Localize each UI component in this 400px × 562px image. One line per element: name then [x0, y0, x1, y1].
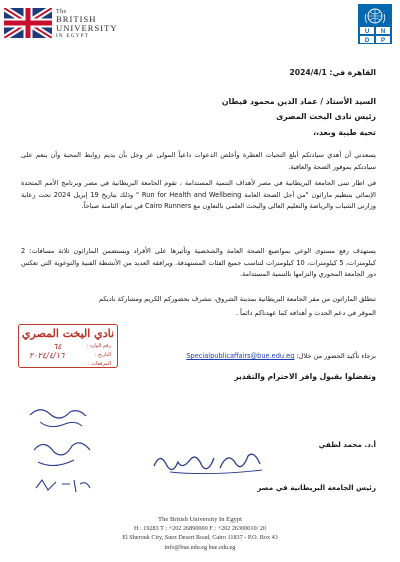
paragraph-2-partner: Cairo Runners	[144, 202, 192, 210]
bue-logo-university: UNIVERSITY	[56, 23, 118, 34]
recipient-name: السيد الأستاذ / عماد الدين محمود قيطان	[221, 97, 376, 106]
svg-text:N: N	[380, 29, 386, 35]
rsvp-email-link[interactable]: Specialpublicaffairs@bue.edu.eg	[186, 352, 295, 360]
svg-text:D: D	[364, 38, 370, 44]
paragraph-3: يستهدف رفع مستوى الوعي بمواضيع الصحة العامة والشخصية وتأثيرها على الأفراد ويستضمن الماراثون ثلاثة مسافات: 2 كيلومترات، 5 كيلومترات، 10 كيلومترات لتناسب جميع الفئات المستهدفة. ويرافقه العديد من الأنشطة الفنية والتوعوية التي تعكس دور الجامعة المحوري والتزامها بالتنمية المستدامة.	[21, 247, 376, 278]
footer-address: El Sherouk City, Suez Desert Road, Cairo 11837 - P.O. Box 43	[122, 534, 278, 542]
bue-union-flag-logo	[4, 8, 52, 38]
letter-footer	[0, 515, 400, 552]
letter-date: القاهرة في: 2024/4/1	[289, 68, 376, 77]
stamp-incoming-number-value: ٦٤	[53, 342, 62, 351]
stamp-attachments-label: المرفقات :	[88, 361, 111, 367]
rsvp-prefix: برجاء تأكيد الحضور من خلال:	[296, 352, 376, 360]
closing-line: وتفضلوا بقبول وافر الاحترام والتقدير	[234, 372, 376, 381]
footer-university-name: The British University In Egypt	[158, 516, 242, 523]
stamp-incoming-number-label: رقم الوارد :	[86, 343, 111, 349]
footer-phones: H : 19283 T : +202 26890000 F : +202 26300010/ 20	[133, 525, 267, 533]
stamp-date-value: ٢٠٢٤/٤/١٦	[29, 351, 65, 360]
svg-text:P: P	[380, 38, 386, 44]
stamp-title: نادي اليخت المصري	[21, 327, 115, 340]
bue-logo-the: The	[56, 9, 67, 15]
handwritten-annotation	[20, 400, 100, 510]
undp-logo	[358, 4, 392, 44]
paragraph-2-part2: " وذلك بتاريخ 19 إبريل 2024 تحت رعاية وزارتى الشباب والرياضة والتعليم العالى والبحث العلمي بالتعاون مع	[21, 190, 376, 210]
bue-logo-wordmark	[56, 9, 118, 40]
stamp-date-label: التاريخ :	[94, 352, 111, 358]
bue-logo-british: BRITISH	[56, 14, 97, 25]
recipient-block	[222, 94, 376, 124]
paragraph-1: يسعدني أن أهدي سيادتكم أبلغ التحيات العطرة وأخلص الدعوات داعياً المولى عز وجل بأن يديم روابط المحبة وأن ينعم على سيادتكم بموفور الصحة والعافية.	[21, 151, 376, 171]
paragraph-5: الموقر في دعم الحدث و أهدافه كما عهدناكم دائماً .	[235, 309, 376, 317]
paragraph-2-part3: في تمام الثامنة صباحاً.	[81, 202, 143, 210]
paragraph-2-event-name: Run for Health and Wellbeing	[141, 190, 242, 199]
greeting: تحية طيبة وبعد،،	[313, 128, 376, 137]
rsvp-line	[186, 352, 376, 360]
recipient-title: رئيس نادى اليخت المصرى	[276, 112, 376, 121]
paragraph-4: تنطلق الماراثون من مقر الجامعة البريطانية بمدينة الشروق، نتشرف بحضوركم الكريم ومشاركة ناديكم	[98, 295, 376, 303]
signatory-name: أ.د. محمد لطفي	[318, 440, 376, 449]
svg-text:U: U	[364, 29, 370, 35]
paragraph-2	[21, 178, 376, 213]
paragraph-2-part1: في اطار تبنى الجامعة البريطانية في مصر لأهداف التنمية المستدامة ، تقوم الجامعة البريطانية في مصر وبرنامج الأمم المتحدة الإنمائي بتنظيم ماراثون "من أجل الصحة العامة	[21, 179, 376, 199]
bue-logo-in-egypt: IN EGYPT	[56, 33, 90, 40]
signatory-block	[116, 440, 376, 492]
footer-contact: info@bue.edu.eg bue.edu.eg	[164, 543, 236, 551]
received-stamp	[18, 324, 118, 368]
letterhead	[0, 0, 400, 44]
signatory-title: رئيس الجامعة البريطانية في مصر	[257, 483, 376, 492]
